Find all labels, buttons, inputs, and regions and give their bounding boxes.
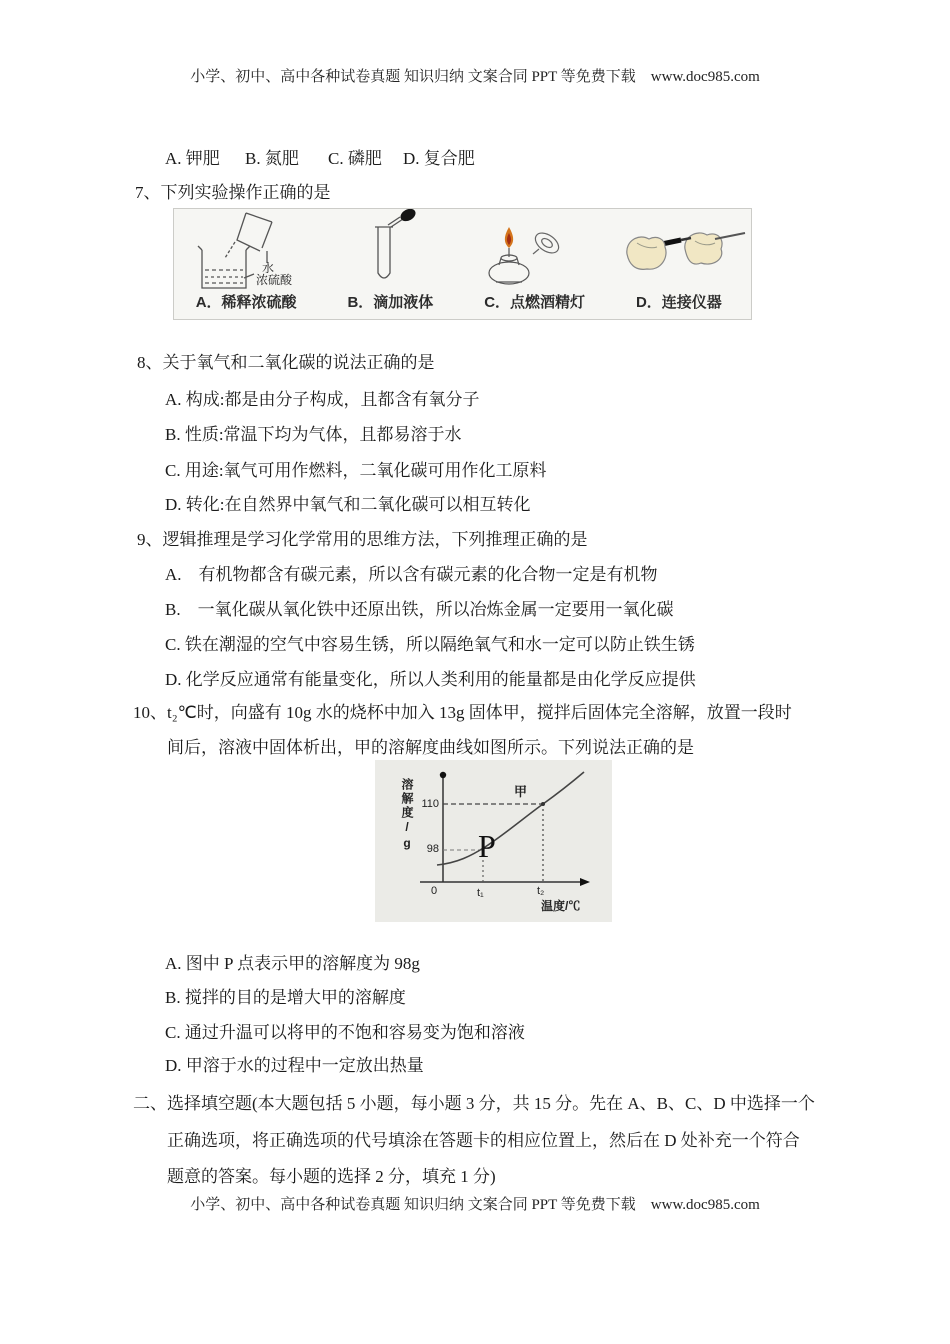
q8-option-d: D. 转化:在自然界中氧气和二氧化碳可以相互转化 xyxy=(165,495,531,514)
q7-stem: 7、下列实验操作正确的是 xyxy=(135,183,331,202)
page-header-watermark: 小学、初中、高中各种试卷真题 知识归纳 文案合同 PPT 等免费下载 www.doc985.com xyxy=(190,69,760,85)
q8-stem: 8、关于氧气和二氧化碳的说法正确的是 xyxy=(137,353,435,372)
chart-y-axis-label: 溶解度/g xyxy=(400,778,414,852)
q10-solubility-chart xyxy=(375,760,612,922)
chart-xtick-t2: t₂ xyxy=(537,885,545,897)
dropper-illustration xyxy=(318,209,462,295)
q7-panel-d-caption: D．连接仪器 xyxy=(635,294,722,311)
alcohol-lamp-illustration xyxy=(463,209,607,295)
q9-stem: 9、逻辑推理是学习化学常用的思维方法，下列推理正确的是 xyxy=(137,530,588,549)
q10-stem-line2: 间后，溶液中固体析出，甲的溶解度曲线如图所示。下列说法正确的是 xyxy=(167,738,694,757)
q9-option-d: D. 化学反应通常有能量变化，所以人类利用的能量都是由化学反应提供 xyxy=(165,670,696,689)
q7-figure xyxy=(173,208,752,320)
q9-option-b: B. 一氧化碳从氧化铁中还原出铁，所以冶炼金属一定要用一氧化碳 xyxy=(165,600,674,619)
q10-option-b: B. 搅拌的目的是增大甲的溶解度 xyxy=(165,988,406,1007)
q9-option-c: C. 铁在潮湿的空气中容易生锈，所以隔绝氧气和水一定可以防止铁生锈 xyxy=(165,635,695,654)
chart-curve-label: 甲 xyxy=(514,784,528,799)
q7-panel-c-caption: C．点燃酒精灯 xyxy=(484,294,586,311)
section2-line1: 二、选择填空题(本大题包括 5 小题，每小题 3 分，共 15 分。先在 A、B、C、D 中选择一个 xyxy=(133,1094,815,1113)
q8-option-b: B. 性质:常温下均为气体，且都易溶于水 xyxy=(165,425,462,444)
q6-option-b: B. 氮肥 xyxy=(245,149,299,168)
q6-option-d: D. 复合肥 xyxy=(403,149,475,168)
connect-apparatus-illustration xyxy=(607,209,751,295)
q6-option-a: A. 钾肥 xyxy=(165,149,220,168)
q7-panel-a-caption: A．稀释浓硫酸 xyxy=(195,294,297,311)
section2-line2: 正确选项，将正确选项的代号填涂在答题卡的相应位置上，然后在 D 处补充一个符合 xyxy=(167,1131,800,1150)
q7-panel-b xyxy=(318,209,462,319)
section2-line3: 题意的答案。每小题的选择 2 分，填充 1 分) xyxy=(167,1167,496,1186)
q6-option-c: C. 磷肥 xyxy=(328,149,382,168)
q10-stem-line1: 10、t₂℃时，向盛有 10g 水的烧杯中加入 13g 固体甲，搅拌后固体完全溶解，放置一段时 xyxy=(133,703,792,722)
q9-option-a: A. 有机物都含有碳元素，所以含有碳元素的化合物一定是有机物 xyxy=(165,565,658,584)
chart-ytick-98: 98 xyxy=(426,843,439,855)
chart-xtick-t1: t₁ xyxy=(477,887,484,899)
q8-option-c: C. 用途:氧气可用作燃料，二氧化碳可用作化工原料 xyxy=(165,461,547,480)
chart-origin: 0 xyxy=(431,885,438,897)
q10-option-d: D. 甲溶于水的过程中一定放出热量 xyxy=(165,1056,424,1075)
acid-label: 浓硫酸 xyxy=(256,273,293,287)
q10-option-a: A. 图中 P 点表示甲的溶解度为 98g xyxy=(165,954,420,973)
q10-option-c: C. 通过升温可以将甲的不饱和容易变为饱和溶液 xyxy=(165,1023,525,1042)
page-footer-watermark: 小学、初中、高中各种试卷真题 知识归纳 文案合同 PPT 等免费下载 www.doc985.com xyxy=(190,1197,760,1213)
q7-panel-a xyxy=(174,209,318,319)
chart-x-axis-label: 温度/℃ xyxy=(541,899,581,913)
q7-panel-b-caption: B．滴加液体 xyxy=(347,294,434,311)
q7-panel-d xyxy=(607,209,751,319)
dilute-acid-illustration xyxy=(174,209,318,295)
chart-ytick-110: 110 xyxy=(421,798,439,810)
chart-point-p-label: P xyxy=(478,828,496,864)
water-label: 水 xyxy=(262,261,275,275)
q8-option-a: A. 构成:都是由分子构成，且都含有氧分子 xyxy=(165,390,480,409)
q7-panel-c xyxy=(463,209,607,319)
